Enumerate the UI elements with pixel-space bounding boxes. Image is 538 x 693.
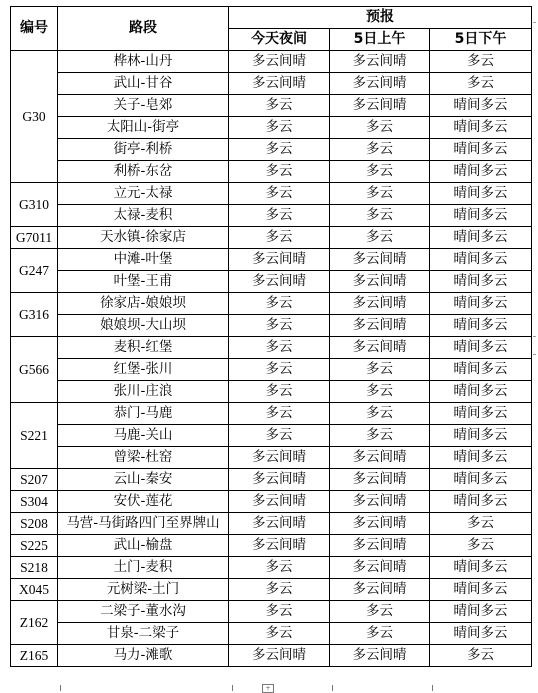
morning-forecast-cell: 多云 xyxy=(330,601,430,623)
afternoon-forecast-cell: 晴间多云 xyxy=(430,557,532,579)
road-code-cell: G316 xyxy=(11,293,58,337)
afternoon-forecast-cell: 晴间多云 xyxy=(430,117,532,139)
gutter-marker xyxy=(533,22,536,23)
road-code-cell: G30 xyxy=(11,51,58,183)
road-weather-forecast-table xyxy=(10,6,532,667)
road-code-cell: G310 xyxy=(11,183,58,227)
tonight-forecast-cell: 多云 xyxy=(229,359,330,381)
road-code-cell: S208 xyxy=(11,513,58,535)
afternoon-forecast-cell: 晴间多云 xyxy=(430,425,532,447)
table-row xyxy=(11,623,532,645)
afternoon-forecast-cell: 晴间多云 xyxy=(430,381,532,403)
tonight-forecast-cell: 多云 xyxy=(229,117,330,139)
column-boundary-tick xyxy=(432,685,433,691)
tonight-forecast-cell: 多云 xyxy=(229,337,330,359)
afternoon-forecast-cell: 多云 xyxy=(430,535,532,557)
segment-cell: 安伏-莲花 xyxy=(58,491,229,513)
afternoon-forecast-cell: 晴间多云 xyxy=(430,601,532,623)
afternoon-forecast-cell: 晴间多云 xyxy=(430,491,532,513)
code-column-header: 编号 xyxy=(11,7,58,51)
table-row xyxy=(11,161,532,183)
afternoon-forecast-cell: 晴间多云 xyxy=(430,205,532,227)
afternoon-forecast-cell: 晴间多云 xyxy=(430,249,532,271)
segment-cell: 元树梁-土门 xyxy=(58,579,229,601)
table-body xyxy=(11,51,532,667)
table-row xyxy=(11,183,532,205)
road-code-cell: G566 xyxy=(11,337,58,403)
table-row xyxy=(11,535,532,557)
morning-forecast-cell: 多云 xyxy=(330,403,430,425)
morning-forecast-cell: 多云间晴 xyxy=(330,447,430,469)
road-code-cell: S207 xyxy=(11,469,58,491)
morning-forecast-cell: 多云间晴 xyxy=(330,95,430,117)
road-code-cell: Z162 xyxy=(11,601,58,645)
morning-forecast-cell: 多云 xyxy=(330,623,430,645)
segment-cell: 太禄-麦积 xyxy=(58,205,229,227)
segment-cell: 张川-庄浪 xyxy=(58,381,229,403)
road-code-cell: G7011 xyxy=(11,227,58,249)
tonight-forecast-cell: 多云 xyxy=(229,161,330,183)
morning-forecast-cell: 多云 xyxy=(330,117,430,139)
page-bottom-strip xyxy=(0,683,538,692)
column-boundary-tick xyxy=(332,685,333,691)
table-row xyxy=(11,601,532,623)
segment-cell: 马力-滩歌 xyxy=(58,645,229,667)
afternoon-forecast-cell: 晴间多云 xyxy=(430,403,532,425)
segment-cell: 关子-皂郊 xyxy=(58,95,229,117)
table-row xyxy=(11,337,532,359)
morning-forecast-cell: 多云 xyxy=(330,161,430,183)
column-boundary-tick xyxy=(60,685,61,691)
afternoon-forecast-cell: 晴间多云 xyxy=(430,183,532,205)
tonight-forecast-cell: 多云间晴 xyxy=(229,491,330,513)
afternoon-column-header: 5日下午 xyxy=(430,29,532,51)
table-row xyxy=(11,139,532,161)
morning-forecast-cell: 多云间晴 xyxy=(330,535,430,557)
segment-cell: 天水镇-徐家店 xyxy=(58,227,229,249)
tonight-forecast-cell: 多云 xyxy=(229,183,330,205)
table-row xyxy=(11,381,532,403)
afternoon-forecast-cell: 晴间多云 xyxy=(430,293,532,315)
segment-cell: 徐家店-娘娘坝 xyxy=(58,293,229,315)
segment-cell: 曾梁-杜窑 xyxy=(58,447,229,469)
segment-cell: 二梁子-董水沟 xyxy=(58,601,229,623)
morning-column-header: 5日上午 xyxy=(330,29,430,51)
table-row xyxy=(11,491,532,513)
road-code-cell: Z165 xyxy=(11,645,58,667)
segment-cell: 武山-榆盘 xyxy=(58,535,229,557)
table-row xyxy=(11,447,532,469)
morning-forecast-cell: 多云 xyxy=(330,205,430,227)
morning-forecast-cell: 多云间晴 xyxy=(330,557,430,579)
tonight-forecast-cell: 多云 xyxy=(229,139,330,161)
segment-cell: 甘泉-二梁子 xyxy=(58,623,229,645)
road-code-cell: G247 xyxy=(11,249,58,293)
table-row xyxy=(11,557,532,579)
segment-cell: 红堡-张川 xyxy=(58,359,229,381)
tonight-forecast-cell: 多云 xyxy=(229,403,330,425)
morning-forecast-cell: 多云间晴 xyxy=(330,293,430,315)
table-row xyxy=(11,645,532,667)
segment-cell: 武山-甘谷 xyxy=(58,73,229,95)
table-row xyxy=(11,271,532,293)
tonight-forecast-cell: 多云间晴 xyxy=(229,513,330,535)
tonight-forecast-cell: 多云间晴 xyxy=(229,73,330,95)
morning-forecast-cell: 多云 xyxy=(330,183,430,205)
road-code-cell: S221 xyxy=(11,403,58,469)
road-code-cell: S225 xyxy=(11,535,58,557)
road-code-cell: X045 xyxy=(11,579,58,601)
morning-forecast-cell: 多云间晴 xyxy=(330,315,430,337)
tonight-forecast-cell: 多云 xyxy=(229,579,330,601)
afternoon-forecast-cell: 晴间多云 xyxy=(430,271,532,293)
morning-forecast-cell: 多云间晴 xyxy=(330,579,430,601)
table-row xyxy=(11,293,532,315)
table-row xyxy=(11,579,532,601)
table-row xyxy=(11,117,532,139)
segment-column-header: 路段 xyxy=(58,7,229,51)
tonight-forecast-cell: 多云间晴 xyxy=(229,51,330,73)
tonight-forecast-cell: 多云间晴 xyxy=(229,271,330,293)
table-row xyxy=(11,315,532,337)
afternoon-forecast-cell: 晴间多云 xyxy=(430,359,532,381)
road-code-cell: S304 xyxy=(11,491,58,513)
tonight-forecast-cell: 多云 xyxy=(229,315,330,337)
afternoon-forecast-cell: 晴间多云 xyxy=(430,623,532,645)
segment-cell: 马鹿-关山 xyxy=(58,425,229,447)
afternoon-forecast-cell: 晴间多云 xyxy=(430,139,532,161)
table-move-handle-icon[interactable]: + xyxy=(262,684,274,693)
table-row xyxy=(11,469,532,491)
tonight-forecast-cell: 多云 xyxy=(229,227,330,249)
morning-forecast-cell: 多云间晴 xyxy=(330,491,430,513)
segment-cell: 中滩-叶堡 xyxy=(58,249,229,271)
road-code-cell: S218 xyxy=(11,557,58,579)
segment-cell: 太阳山-街亭 xyxy=(58,117,229,139)
table-header xyxy=(11,7,532,51)
afternoon-forecast-cell: 多云 xyxy=(430,513,532,535)
tonight-forecast-cell: 多云 xyxy=(229,557,330,579)
tonight-forecast-cell: 多云间晴 xyxy=(229,535,330,557)
afternoon-forecast-cell: 晴间多云 xyxy=(430,469,532,491)
tonight-forecast-cell: 多云间晴 xyxy=(229,469,330,491)
morning-forecast-cell: 多云间晴 xyxy=(330,645,430,667)
afternoon-forecast-cell: 多云 xyxy=(430,73,532,95)
afternoon-forecast-cell: 多云 xyxy=(430,51,532,73)
table-row xyxy=(11,513,532,535)
forecast-group-header: 预报 xyxy=(229,7,532,29)
segment-cell: 云山-秦安 xyxy=(58,469,229,491)
page-right-gutter xyxy=(532,0,538,692)
morning-forecast-cell: 多云 xyxy=(330,227,430,249)
gutter-marker xyxy=(533,336,536,337)
table-row xyxy=(11,205,532,227)
table-row xyxy=(11,73,532,95)
afternoon-forecast-cell: 晴间多云 xyxy=(430,337,532,359)
afternoon-forecast-cell: 晴间多云 xyxy=(430,447,532,469)
segment-cell: 叶堡-王甫 xyxy=(58,271,229,293)
segment-cell: 街亭-利桥 xyxy=(58,139,229,161)
column-boundary-tick xyxy=(232,685,233,691)
segment-cell: 桦林-山丹 xyxy=(58,51,229,73)
afternoon-forecast-cell: 晴间多云 xyxy=(430,95,532,117)
segment-cell: 娘娘坝-大山坝 xyxy=(58,315,229,337)
tonight-forecast-cell: 多云间晴 xyxy=(229,447,330,469)
morning-forecast-cell: 多云间晴 xyxy=(330,73,430,95)
afternoon-forecast-cell: 晴间多云 xyxy=(430,579,532,601)
table-row xyxy=(11,51,532,73)
segment-cell: 土门-麦积 xyxy=(58,557,229,579)
afternoon-forecast-cell: 晴间多云 xyxy=(430,227,532,249)
table-row xyxy=(11,95,532,117)
table-row xyxy=(11,249,532,271)
morning-forecast-cell: 多云 xyxy=(330,139,430,161)
tonight-forecast-cell: 多云 xyxy=(229,623,330,645)
afternoon-forecast-cell: 多云 xyxy=(430,645,532,667)
afternoon-forecast-cell: 晴间多云 xyxy=(430,315,532,337)
table-row xyxy=(11,425,532,447)
tonight-column-header: 今天夜间 xyxy=(229,29,330,51)
morning-forecast-cell: 多云 xyxy=(330,359,430,381)
table-row xyxy=(11,359,532,381)
segment-cell: 恭门-马鹿 xyxy=(58,403,229,425)
segment-cell: 马营-马街路四门至界牌山 xyxy=(58,513,229,535)
tonight-forecast-cell: 多云 xyxy=(229,293,330,315)
gutter-marker xyxy=(533,354,536,355)
morning-forecast-cell: 多云间晴 xyxy=(330,51,430,73)
segment-cell: 麦积-红堡 xyxy=(58,337,229,359)
morning-forecast-cell: 多云间晴 xyxy=(330,271,430,293)
table-row xyxy=(11,403,532,425)
morning-forecast-cell: 多云 xyxy=(330,425,430,447)
afternoon-forecast-cell: 晴间多云 xyxy=(430,161,532,183)
morning-forecast-cell: 多云间晴 xyxy=(330,337,430,359)
tonight-forecast-cell: 多云 xyxy=(229,601,330,623)
tonight-forecast-cell: 多云 xyxy=(229,95,330,117)
tonight-forecast-cell: 多云 xyxy=(229,425,330,447)
morning-forecast-cell: 多云 xyxy=(330,381,430,403)
morning-forecast-cell: 多云间晴 xyxy=(330,469,430,491)
tonight-forecast-cell: 多云间晴 xyxy=(229,645,330,667)
morning-forecast-cell: 多云间晴 xyxy=(330,513,430,535)
morning-forecast-cell: 多云间晴 xyxy=(330,249,430,271)
tonight-forecast-cell: 多云 xyxy=(229,381,330,403)
tonight-forecast-cell: 多云间晴 xyxy=(229,249,330,271)
segment-cell: 利桥-东岔 xyxy=(58,161,229,183)
tonight-forecast-cell: 多云 xyxy=(229,205,330,227)
segment-cell: 立元-太禄 xyxy=(58,183,229,205)
table-row xyxy=(11,227,532,249)
